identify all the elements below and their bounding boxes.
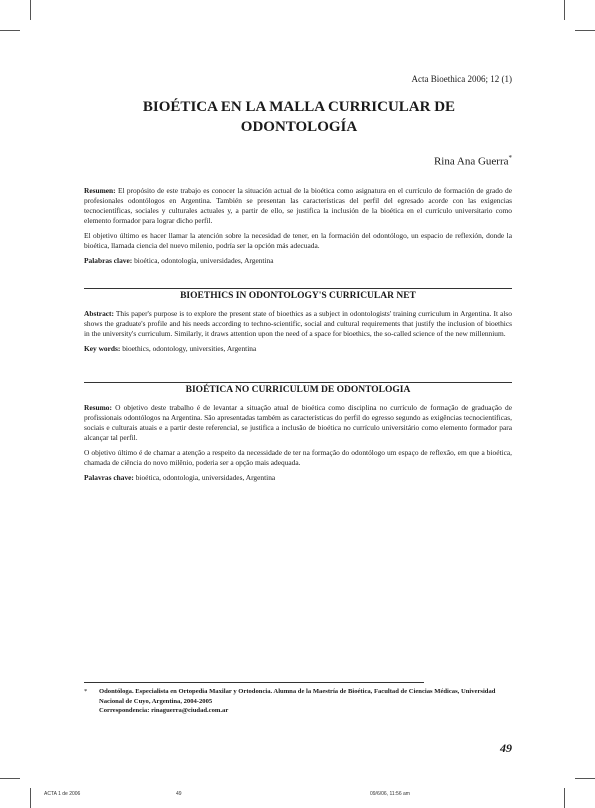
author-name [300, 154, 512, 168]
portuguese-abstract-paragraph-2: O objetivo último é de chamar a atenção a respeito da necessidade de ter na formação do odontólogo um espaço de reflexão, em que a bioética, chamada de ciência do novo milênio, poderia ser a opção mais adequada. [84, 448, 512, 467]
author-footnote [84, 687, 512, 716]
crop-mark-top-right-v [564, 0, 565, 20]
spanish-keywords-text: bioética, odontología, universidades, Argentina [132, 256, 274, 265]
journal-reference: Acta Bioethica 2006; 12 (1) [411, 74, 512, 84]
portuguese-keywords [84, 473, 512, 483]
section-divider-english [84, 288, 512, 289]
spanish-keywords [84, 256, 512, 266]
spanish-abstract-paragraph-1 [84, 186, 512, 226]
spanish-keywords-label: Palabras clave: [84, 256, 133, 265]
english-abstract-paragraph-1 [84, 309, 512, 339]
crop-mark-bottom-right-h [575, 778, 595, 779]
author-footnote-mark: * [508, 154, 512, 162]
portuguese-abstract-text-1: O objetivo deste trabalho é de levantar a situação atual de bioética como disciplina no currículo de formação de graduação de profissionais odontólogos na Argentina. São apresentadas também as características do perfil do egresso segundo as exigências tecnocientíficas, sociais e culturais atuais e a partir deste referencial, se justifica a inclusão de bioética no currículo universitário como elemento formador para alcançar tal perfil. [84, 403, 512, 442]
english-heading: BIOETHICS IN ODONTOLOGY'S CURRICULAR NET [180, 291, 416, 301]
portuguese-heading: BIOÉTICA NO CURRICULUM DE ODONTOLOGIA [185, 385, 411, 395]
section-divider-portuguese [84, 382, 512, 383]
crop-mark-top-left-h [0, 30, 20, 31]
portuguese-abstract-paragraph-1 [84, 403, 512, 443]
english-abstract-label: Abstract: [84, 309, 114, 318]
portuguese-abstract-label: Resumo: [84, 403, 112, 412]
english-abstract [84, 309, 512, 354]
portuguese-keywords-label: Palavras chave: [84, 473, 134, 482]
spanish-abstract-label: Resumen: [84, 186, 116, 195]
english-abstract-text-1: This paper's purpose is to explore the present state of bioethics as a subject in odontologists' training curriculum in Argentina. It also shows the graduate's profile and his needs according to techno-scientific, social and cultural requirements that justify the inclusion of bioethics in the university's curriculum. Similarly, it draws attention upon the need of a space for bioethics, the so-called science of the new millennium. [84, 309, 512, 338]
spanish-abstract [84, 186, 512, 266]
print-slug-left: ACTA 1 de 2006 [44, 791, 81, 797]
print-slug-date: 09/6/06, 11:56 am [370, 791, 410, 797]
crop-mark-bottom-right-v [564, 788, 565, 808]
crop-mark-bottom-left-v [30, 788, 31, 808]
footnote-divider [84, 682, 424, 683]
crop-mark-top-left-v [30, 0, 31, 20]
author-name-text: Rina Ana Guerra [433, 155, 509, 168]
footnote-mark: * [84, 688, 88, 695]
article-title [84, 97, 514, 137]
portuguese-abstract [84, 403, 512, 483]
english-keywords [84, 344, 512, 354]
spanish-abstract-paragraph-2: El objetivo último es hacer llamar la atención sobre la necesidad de tener, en la formación del odontólogo, un espacio de reflexión, donde la bioética, llamada ciencia del nuevo milenio, podría ser la opción más adecuada. [84, 231, 512, 250]
article-title-line-2: ODONTOLOGÍA [240, 119, 358, 135]
spanish-abstract-text-1: El propósito de este trabajo es conocer la situación actual de la bioética como asignatura en el currículo de formación de grado de profesionales odontólogos en Argentina. También se presentan las características del perfil del egresado acorde con las exigencias tecnocientíficas, sociales y culturales actuales y, a partir de ello, se justifica la inclusión de la bioética en el currículo universitario como elemento formador para lograr dicho perfil. [84, 186, 512, 225]
crop-mark-bottom-left-h [0, 778, 20, 779]
article-title-line-1: BIOÉTICA EN LA MALLA CURRICULAR DE [142, 99, 456, 115]
crop-mark-top-right-h [575, 30, 595, 31]
portuguese-keywords-text: bioética, odontologia, universidades, Argentina [133, 473, 276, 482]
print-slug-page: 49 [176, 791, 182, 797]
page-number: 49 [500, 741, 512, 755]
english-keywords-label: Key words: [84, 344, 121, 353]
footnote-correspondence: Correspondencia: rinaguerra@ciudad.com.ar [99, 707, 229, 714]
english-keywords-text: bioethics, odontology, universities, Argentina [120, 344, 257, 353]
footnote-affiliation: Odontóloga. Especialista en Ortopedia Maxilar y Ortodoncia. Alumna de la Maestría de Bioética, Facultad de Ciencias Médicas, Universidad Nacional de Cuyo, Argentina, 2004-2005 [99, 688, 496, 705]
